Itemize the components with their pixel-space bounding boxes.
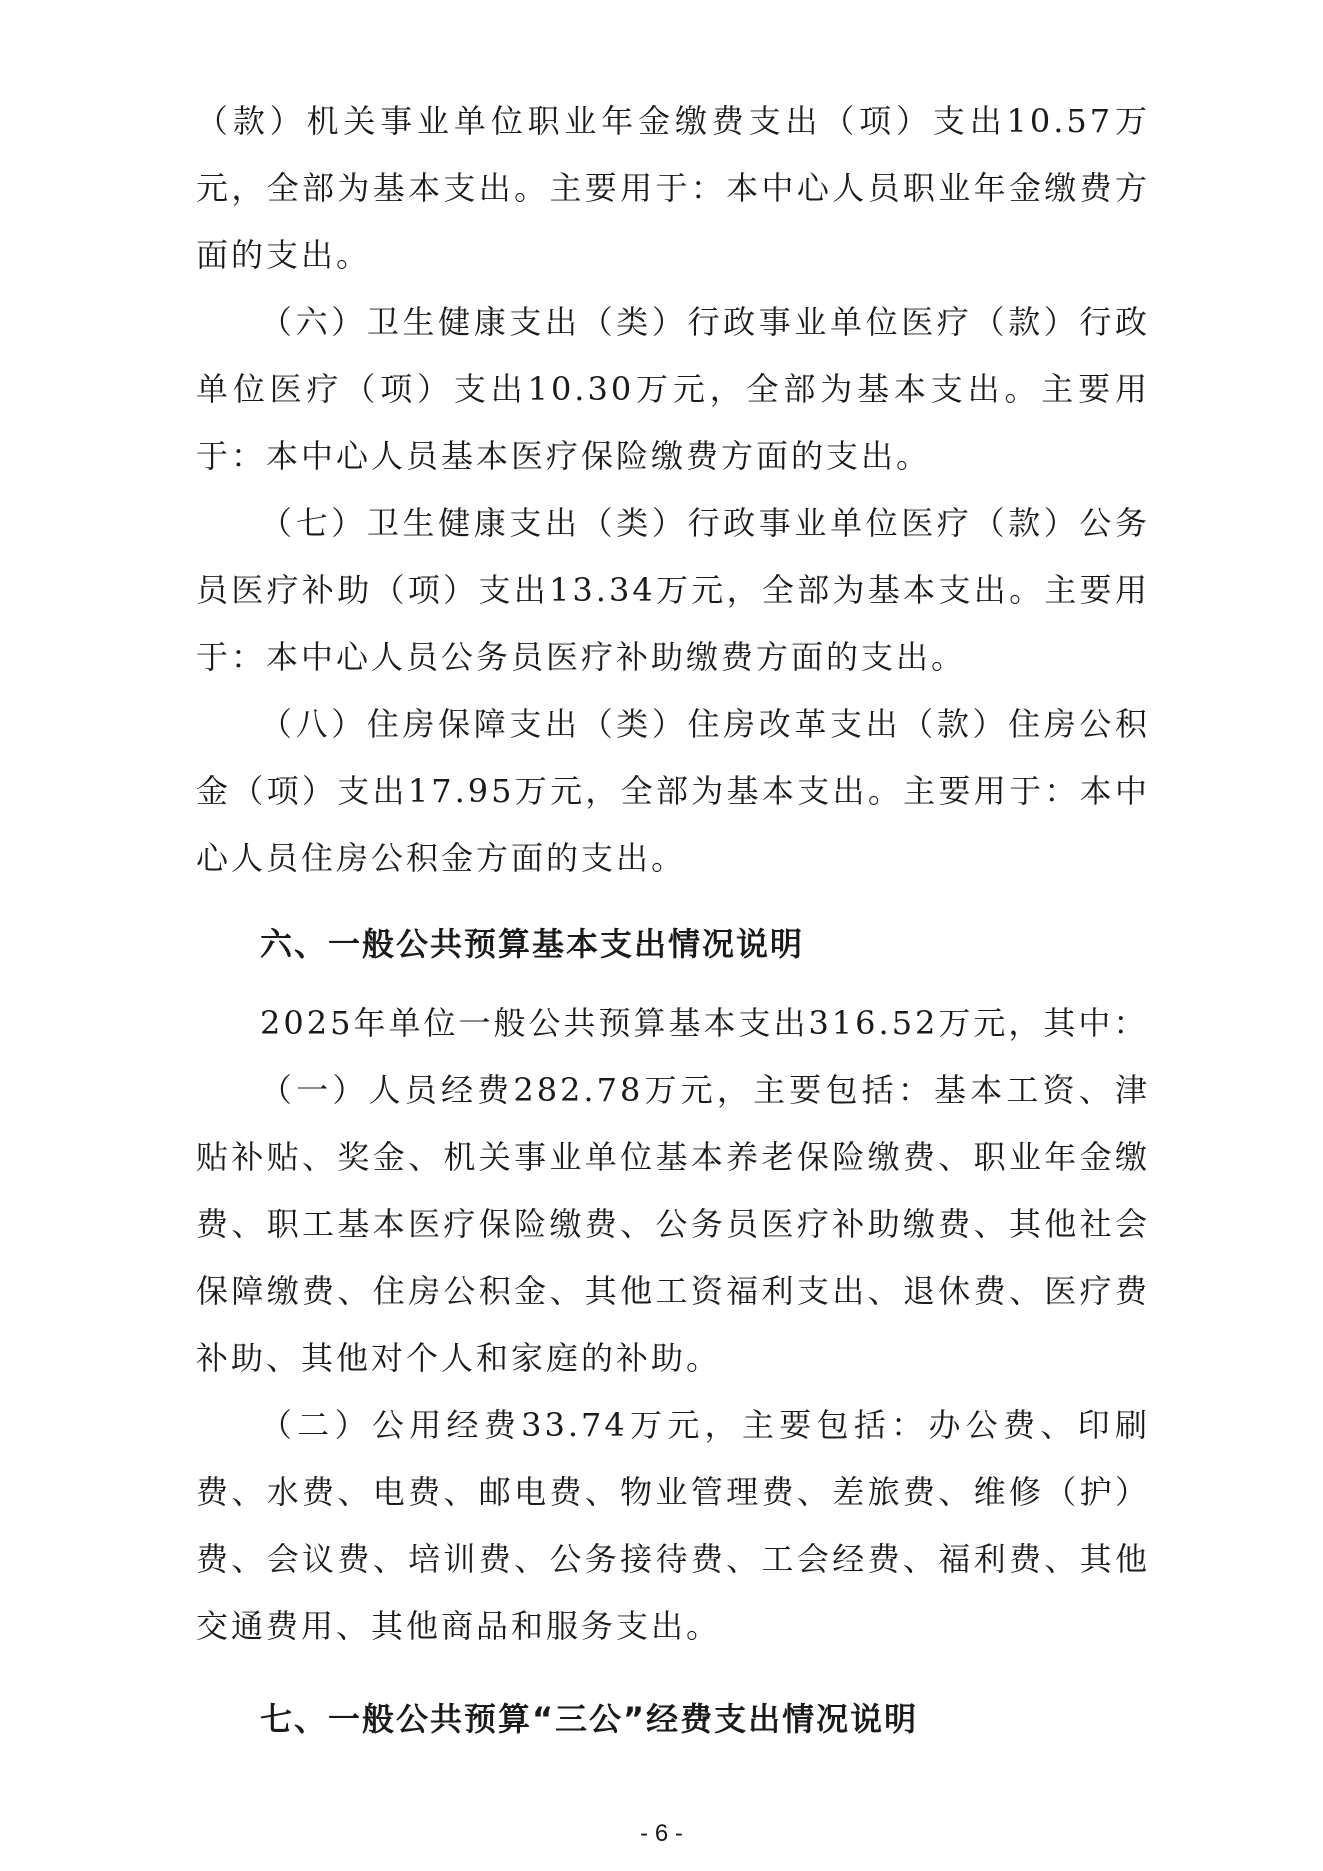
- paragraph-item-5-continued: （款）机关事业单位职业年金缴费支出（项）支出10.57万元，全部为基本支出。主要用于：本中心人员职业年金缴费方面的支出。: [196, 102, 1150, 274]
- section-6-public-expenses: （二）公用经费33.74万元，主要包括：办公费、印刷费、水费、电费、邮电费、物业管理费、差旅费、维修（护）费、会议费、培训费、公务接待费、工会经费、福利费、其他交通费用、其他商品和服务支出。: [196, 1406, 1150, 1645]
- section-6-personnel-expenses: （一）人员经费282.78万元，主要包括：基本工资、津贴补贴、奖金、机关事业单位基本养老保险缴费、职业年金缴费、职工基本医疗保险缴费、公务员医疗补助缴费、其他社会保障缴费、住房公积金、其他工资福利支出、退休费、医疗费补助、其他对个人和家庭的补助。: [196, 1071, 1150, 1377]
- paragraph-item-6: （六）卫生健康支出（类）行政事业单位医疗（款）行政单位医疗（项）支出10.30万元，全部为基本支出。主要用于：本中心人员基本医疗保险缴费方面的支出。: [196, 303, 1150, 475]
- section-6-heading: 六、一般公共预算基本支出情况说明: [260, 925, 805, 963]
- paragraph-item-8: （八）住房保障支出（类）住房改革支出（款）住房公积金（项）支出17.95万元，全部为基本支出。主要用于：本中心人员住房公积金方面的支出。: [196, 705, 1150, 877]
- section-6-intro: 2025年单位一般公共预算基本支出316.52万元，其中：: [260, 1004, 1149, 1042]
- paragraph-item-7: （七）卫生健康支出（类）行政事业单位医疗（款）公务员医疗补助（项）支出13.34万元，全部为基本支出。主要用于：本中心人员公务员医疗补助缴费方面的支出。: [196, 504, 1150, 676]
- page-number: - 6 -: [640, 1820, 683, 1847]
- section-7-heading: 七、一般公共预算“三公”经费支出情况说明: [260, 1700, 919, 1738]
- document-page: [196, 88, 1150, 1753]
